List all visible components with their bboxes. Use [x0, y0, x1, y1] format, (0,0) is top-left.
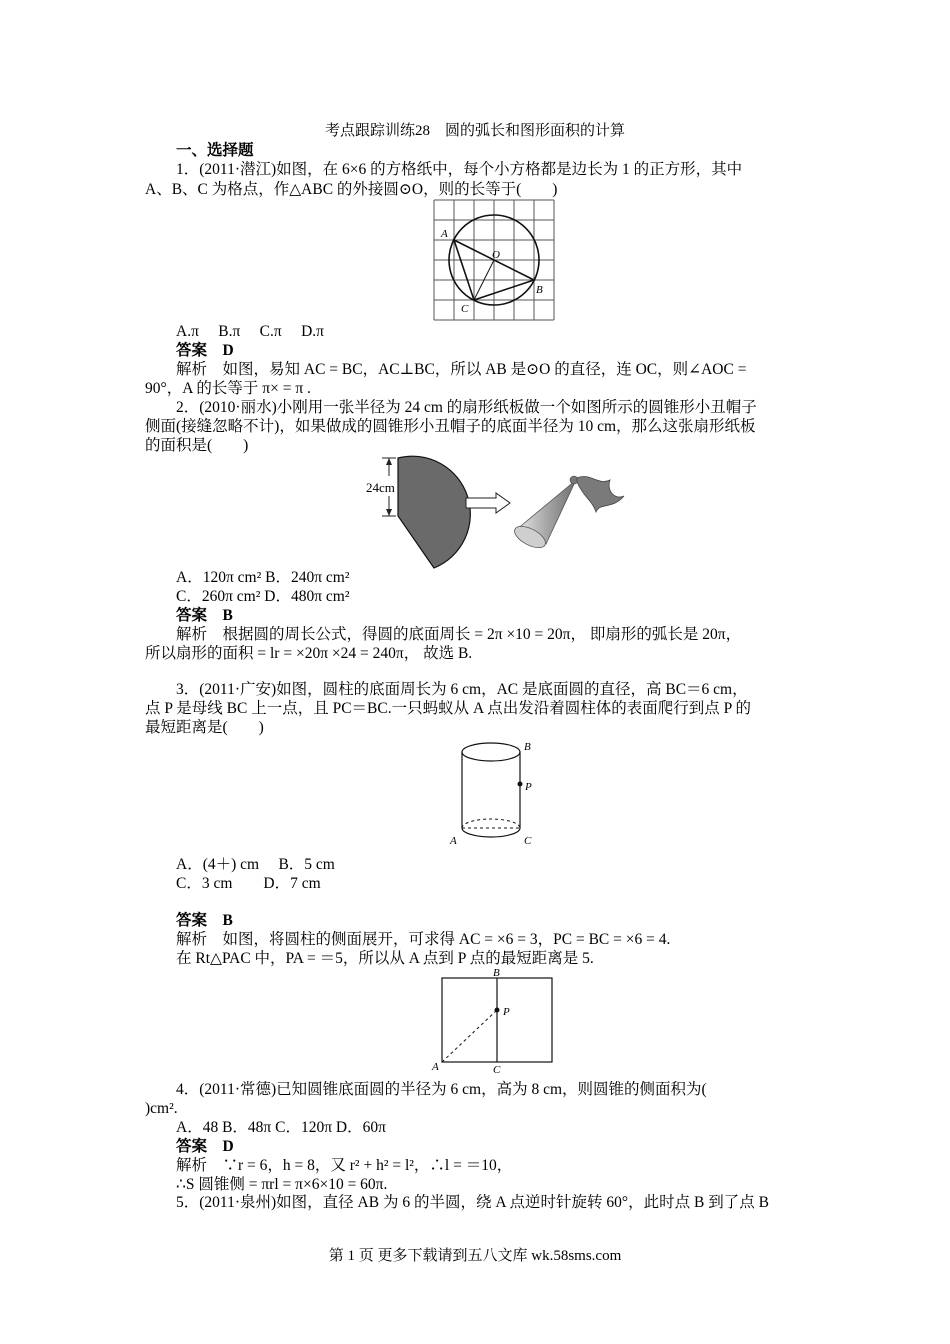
- q3-stem-line1: 3．(2011·广安)如图，圆柱的底面周长为 6 cm，AC 是底面圆的直径，高 BC＝6 cm，: [176, 681, 748, 698]
- q2-answer: 答案 B: [176, 607, 233, 624]
- q3-cylinder-figure: [446, 736, 546, 852]
- q2-sector-shape: [398, 456, 470, 568]
- q3-analysis-line2: 在 Rt△PAC 中，PA = ＝5，所以从 A 点到 P 点的最短距离是 5.: [176, 950, 594, 967]
- q3-unfolded-figure: [430, 968, 560, 1074]
- q3-stem-line3: 最短距离是( ): [145, 719, 264, 736]
- q4-stem-line2: )cm².: [145, 1100, 178, 1117]
- q3-label-b: B: [524, 741, 531, 753]
- q3-unfold-label-a: A: [432, 1061, 439, 1073]
- q4-options: A．48 B．48π C．120π D．60π: [176, 1119, 386, 1136]
- q3-answer: 答案 B: [176, 912, 233, 929]
- q4-stem-line1: 4．(2011·常德)已知圆锥底面圆的半径为 6 cm，高为 8 cm，则圆锥的侧面积为(: [176, 1081, 707, 1098]
- q1-label-c: C: [461, 303, 469, 315]
- q2-options-line1: A．120π cm² B．240π cm²: [176, 569, 350, 586]
- q1-analysis-line1: 解析 如图，易知 AC = BC，AC⊥BC，所以 AB 是⊙O 的直径，连 OC，则∠AOC =: [176, 361, 747, 378]
- q2-stem-line3: 的面积是( ): [145, 437, 249, 454]
- page-title: 考点跟踪训练28 圆的弧长和图形面积的计算: [324, 123, 625, 139]
- q3-label-c: C: [524, 835, 532, 847]
- q3-options-line2: C．3 cm D．7 cm: [176, 875, 321, 892]
- q5-stem-line1: 5．(2011·泉州)如图，直径 AB 为 6 的半圆，绕 A 点逆时针旋转 60°，此时点 B 到了点 B: [176, 1194, 769, 1211]
- q3-analysis-line1: 解析 如图，将圆柱的侧面展开，可求得 AC = ×6 = 3，PC = BC = ×6 = 4.: [176, 931, 671, 948]
- q1-answer: 答案 D: [176, 342, 234, 359]
- q2-analysis-line2: 所以扇形的面积 = lr = ×20π ×24 = 240π， 故选 B.: [145, 645, 473, 662]
- q3-label-a: A: [450, 835, 457, 847]
- q2-sector-cone-figure: [362, 452, 632, 572]
- q1-label-o: O: [492, 249, 500, 261]
- q2-label-radius: 24cm: [366, 480, 395, 495]
- section-heading: 一、选择题: [176, 142, 254, 159]
- q2-options-line2: C．260π cm² D．480π cm²: [176, 588, 350, 605]
- q3-unfold-label-c: C: [493, 1064, 501, 1074]
- q4-analysis-line1: 解析 ∵r = 6，h = 8，又 r² + h² = l²，∴l = ＝10，: [176, 1157, 513, 1174]
- q2-stem-line1: 2．(2010·丽水)小刚用一张半径为 24 cm 的扇形纸板做一个如图所示的圆锥形小丑帽子: [176, 399, 757, 416]
- q3-options-line1: A．(4＋) cm B．5 cm: [176, 856, 335, 873]
- q3-unfold-label-b: B: [493, 968, 500, 979]
- q3-stem-line2: 点 P 是母线 BC 上一点，且 PC＝BC.一只蚂蚁从 A 点出发沿着圆柱体的表面爬行到点 P 的: [145, 700, 751, 717]
- q2-analysis-line1: 解析 根据圆的周长公式，得圆的底面周长 = 2π ×10 = 20π， 即扇形的弧长是 20π，: [176, 626, 742, 643]
- q3-label-p: P: [525, 781, 532, 793]
- q1-analysis-line2: 90°，A 的长等于 π× = π .: [145, 380, 311, 397]
- q2-arrow-icon: [466, 493, 510, 513]
- q4-answer: 答案 D: [176, 1138, 234, 1155]
- q1-stem-line2: A、B、C 为格点，作△ABC 的外接圆⊙O，则的长等于( ): [145, 181, 558, 198]
- q4-analysis-line2: ∴S 圆锥侧 = πrl = π×6×10 = 60π.: [176, 1176, 388, 1193]
- q1-label-b: B: [536, 284, 543, 296]
- q1-options: A.π B.π C.π D.π: [176, 323, 324, 340]
- q1-stem-line1: 1．(2011·潜江)如图，在 6×6 的方格纸中，每个小方格都是边长为 1 的正方形，其中: [176, 161, 743, 178]
- q2-stem-line2: 侧面(接缝忽略不计)，如果做成的圆锥形小丑帽子的底面半径为 10 cm，那么这张扇形纸板: [145, 418, 756, 435]
- q2-pompom-decoration: [577, 476, 624, 512]
- q1-label-a: A: [441, 228, 448, 240]
- q1-grid-figure: [430, 196, 558, 324]
- page-footer: 第 1 页 更多下载请到五八文库 wk.58sms.com: [328, 1248, 622, 1264]
- q3-unfold-label-p: P: [503, 1006, 510, 1018]
- q3-point-p: [518, 782, 523, 787]
